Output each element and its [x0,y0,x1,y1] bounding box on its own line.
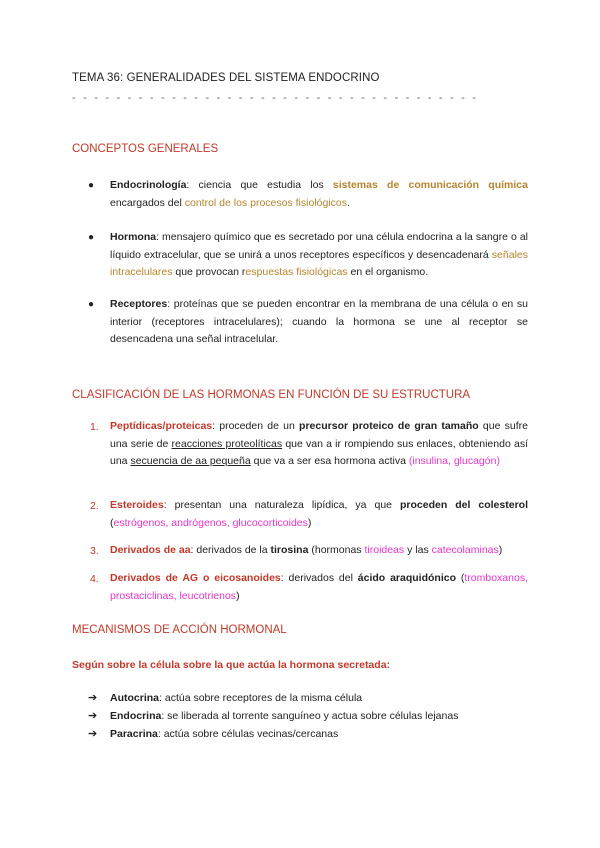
subheading: Según sobre la célula sobre la que actúa la hormona secretada: [72,659,391,671]
text: ( [110,516,114,529]
text: encargados del [110,196,185,209]
text: : derivados del [280,572,358,584]
term: Endocrina [110,710,162,722]
text: ) [498,544,503,556]
bold-text: precursor proteico de gran tamaño [299,420,479,432]
highlight: sistemas de comunicación química [332,179,528,191]
bold-text: proceden del colesterol [399,499,528,511]
list-number: 4. [90,573,99,585]
text: : actúa sobre receptores de la misma célula [159,692,363,704]
highlight: espuestas fisiológicas [245,266,348,278]
section-heading-clasificacion: CLASIFICACIÓN DE LAS HORMONAS EN FUNCIÓN DE SU ESTRUCTURA [72,389,471,401]
arrow-icon: ➔ [88,710,98,722]
examples: (insulina, glucagón) [408,455,500,467]
highlight: control de los procesos fisiológicos [184,196,347,209]
text: : proceden de un [212,420,300,432]
text: ) [307,516,312,529]
term: Esteroides [110,499,164,511]
examples: estrógenos, andrógenos, glucocorticoides [113,516,308,529]
text: : se liberada al torrente sanguíneo y actua sobre células lejanas [161,710,459,722]
text: : derivados de la [190,544,271,556]
bold-text: ácido araquidónico [357,572,457,584]
text: ) [236,589,240,602]
section-heading-mecanismos: MECANISMOS DE ACCIÓN HORMONAL [72,624,287,636]
definition-endocrinologia [110,177,528,212]
text: que va a ser esa hormona activa [250,455,409,467]
text: y las [404,544,432,556]
term: Derivados de aa [110,544,191,556]
examples: tiroideas [364,544,405,556]
list-item-endocrina [110,710,458,722]
list-number: 3. [90,545,99,557]
text: ( [456,572,465,584]
list-item-derivados-aa [110,542,528,560]
list-item-esteroides [110,497,528,532]
term: Receptores [110,298,168,310]
text: que van a ir rompiendo sus enlaces, obteniendo así una [110,437,528,467]
examples: catecolaminas [431,544,499,556]
text: (hormonas [308,544,365,556]
term: Endocrinología [110,179,187,191]
bullet-icon: ● [88,299,95,310]
bullet-icon: ● [88,232,95,243]
list-item-peptidicas [110,418,528,471]
term: Autocrina [110,692,160,704]
title-divider: - - - - - - - - - - - - - - - - - - - - - - - - - - - - - - - - - - - - - [72,92,479,104]
arrow-icon: ➔ [88,692,98,704]
text: en el organismo. [347,266,429,278]
definition-receptores [110,296,528,349]
text: que sufre una serie de [110,420,528,450]
term: Paracrina [110,728,158,740]
list-item-paracrina [110,728,338,740]
text: : ciencia que estudia los [186,179,333,191]
bullet-icon: ● [88,180,95,191]
underlined-text: reacciones proteolíticas [171,437,283,450]
list-number: 2. [90,500,99,512]
definition-hormona [110,229,528,282]
list-item-autocrina [110,692,362,704]
term: Hormona [110,231,157,243]
bold-text: tirosina [270,544,309,556]
term: Peptídicas/proteicas [110,420,213,432]
term: Derivados de AG o eicosanoides [110,572,281,584]
text: : actúa sobre células vecinas/cercanas [157,728,339,740]
text: : proteínas que se pueden encontrar en la membrana de una célula o en su interior (receptores intracelulares); cuando la hormona se une al receptor se desencadena una señal intracelular. [110,298,528,345]
section-heading-conceptos: CONCEPTOS GENERALES [72,143,219,155]
text: : presentan una naturaleza lipídica, ya que [163,499,400,511]
text: que provocan r [172,266,246,278]
text: . [346,196,350,209]
page-title: TEMA 36: GENERALIDADES DEL SISTEMA ENDOCRINO [72,72,380,84]
highlight: señales intracelulares [110,248,528,278]
underlined-text: secuencia de aa pequeña [130,455,251,467]
list-number: 1. [90,421,99,433]
arrow-icon: ➔ [88,728,98,740]
text: : mensajero químico que es secretado por una célula endocrina a la sangre o al líquido extracelular, que se unirá a unos receptores específicos y desencadenará [110,231,528,261]
list-item-eicosanoides [110,570,528,605]
examples: tromboxanos, prostaciclinas, leucotrienos [110,572,528,602]
